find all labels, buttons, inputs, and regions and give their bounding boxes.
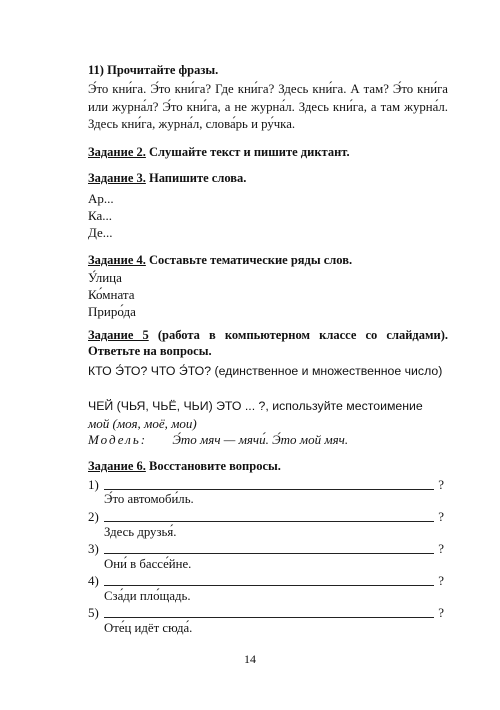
task-6-label: Задание 6. [88,459,146,473]
question-mark: ? [438,573,444,588]
task-2-heading [88,144,448,160]
task-6-text: Восстановите вопросы. [145,459,281,473]
task-6-heading [88,458,448,474]
question-row [88,509,448,525]
question-number: 1) [88,477,99,492]
question-mark: ? [438,605,444,620]
task-5-question-2 [88,398,448,432]
question-number: 3) [88,541,99,556]
answer-blank-line[interactable] [104,553,434,554]
task-4-heading [88,252,448,268]
answer-blank-line[interactable] [104,617,434,618]
task-3-item: Ка... [88,208,113,223]
answer-blank-line[interactable] [104,521,434,522]
task-3-item: Ар... [88,191,114,206]
answer-sentence: Сза́ди пло́щадь. [104,589,191,603]
question-number: 2) [88,509,99,524]
task-3-heading [88,170,448,186]
task-5-question-1: КТО Э́ТО? ЧТО Э́ТО? (единственное и множественное число) [88,364,443,378]
task-5-question-2-pronouns: мой (моя, моё, мои) [88,415,197,431]
task-3-item: Де... [88,225,113,240]
task-4-item: Ко́мната [88,287,135,302]
answer-blank-line[interactable] [104,489,434,490]
question-row [88,477,448,493]
task-4-text: Составьте тематические ряды слов. [145,253,353,267]
question-mark: ? [438,477,444,492]
question-number: 5) [88,605,99,620]
question-number: 4) [88,573,99,588]
section-11-heading: 11) Прочитайте фразы. [88,63,219,77]
page-number: 14 [244,652,256,666]
question-mark: ? [438,541,444,556]
task-5-model [88,431,448,449]
answer-blank-line[interactable] [104,585,434,586]
task-5-question-2-main: ЧЕЙ (ЧЬЯ, ЧЬЁ, ЧЬИ) ЭТО ... ?, используйте местоимение [88,399,423,413]
question-row [88,605,448,621]
question-row [88,541,448,557]
task-5-heading [88,327,448,359]
section-11-text: Э́то кни́га. Э́то кни́га? Где кни́га? Здесь кни́га. А там? Э́то кни́га или журна́л? Э́то кни́га, а не журна́л. Здесь кни́га, а там журна́л. Здесь кни́га, журна́л, слова́рь и ру́чка. [88,82,448,131]
task-4-label: Задание 4. [88,253,146,267]
question-row [88,573,448,589]
answer-sentence: Э́то автомоби́ль. [104,492,194,506]
task-3-label: Задание 3. [88,171,146,185]
answer-sentence: Они́ в бассе́йне. [104,557,192,571]
model-text: Э́то мяч — мячи́. Э́то мой мяч. [172,432,349,447]
task-4-item: У́лица [88,270,122,285]
model-label: Модель: [88,432,148,447]
task-2-label: Задание 2. [88,145,146,159]
task-2-text: Слушайте текст и пишите диктант. [145,145,350,159]
answer-sentence: Оте́ц идёт сюда́. [104,621,193,635]
task-4-item: Приро́да [88,304,136,319]
task-3-text: Напишите слова. [145,171,247,185]
answer-sentence: Здесь друзья́. [104,525,177,539]
task-5-text: (работа в компьютерном классе со слайдами). Ответьте на вопросы. [88,328,448,358]
task-5-label: Задание 5 [88,328,149,342]
question-mark: ? [438,509,444,524]
